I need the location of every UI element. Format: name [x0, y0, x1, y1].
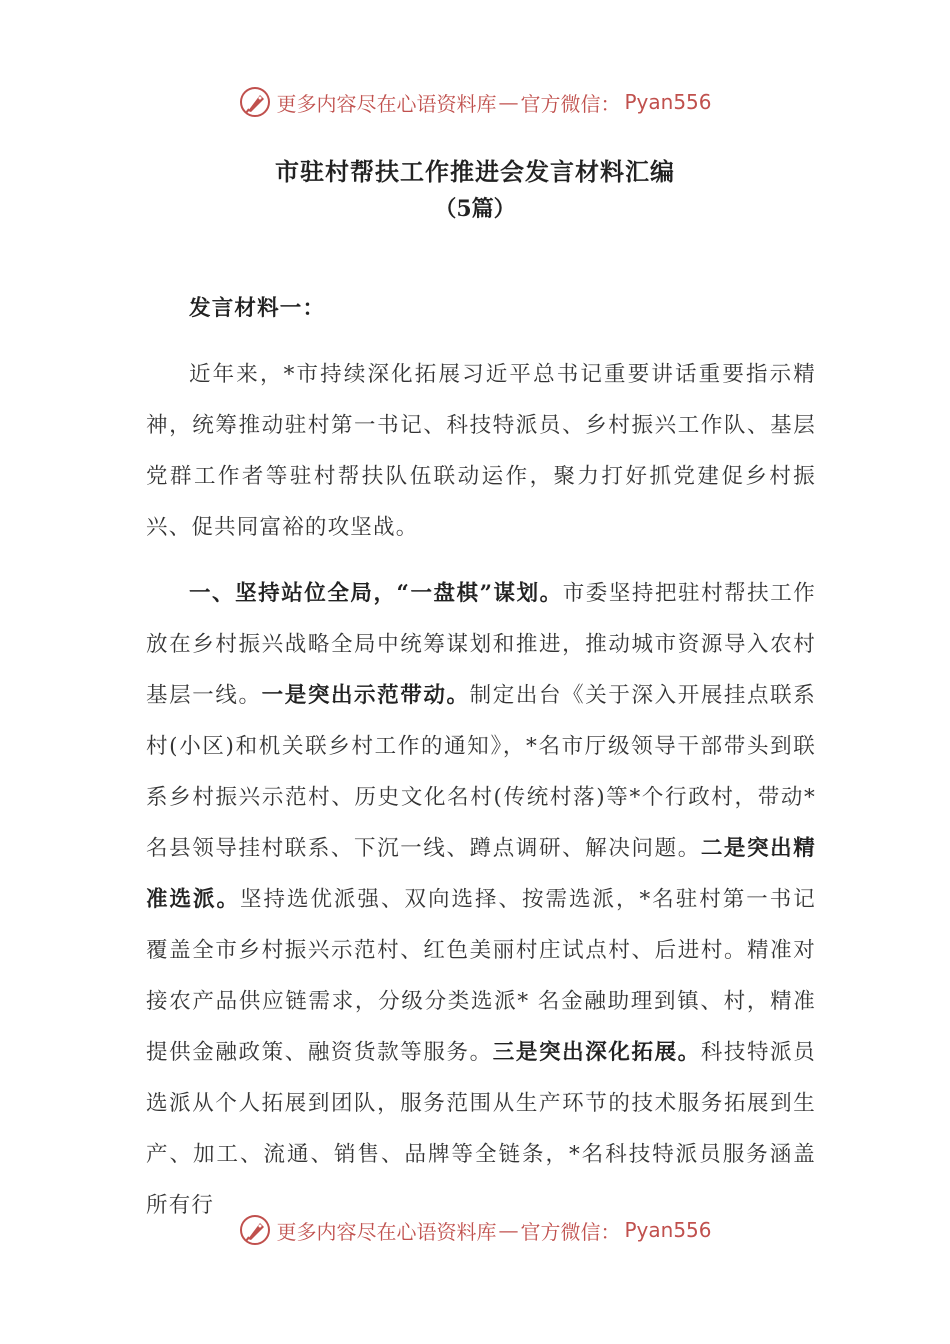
- sub-point-3: 三是突出深化拓展。: [492, 1040, 701, 1065]
- footer-watermark-banner: [0, 1210, 950, 1250]
- pen-nib-icon: [238, 85, 272, 119]
- point-one-text-4: 科技特派员选派从个人拓展到团队，服务范围从生产环节的技术服务拓展到生产、加工、流通、销售、品牌等全链条，*名科技特派员服务涵盖所有行: [146, 1040, 816, 1218]
- banner-wechat-label: 官方微信：: [520, 91, 621, 116]
- document-title: 市驻村帮扶工作推进会发言材料汇编: [275, 157, 675, 186]
- header-watermark-banner: [0, 82, 950, 122]
- document-subtitle: （5篇）: [434, 196, 516, 222]
- banner-wechat-id: Pyan556: [624, 1218, 712, 1242]
- section-heading: 发言材料一：: [189, 296, 326, 321]
- sub-point-2: 二是突出精准选派。: [146, 836, 816, 912]
- banner-text: 更多内容尽在心语资料库: [276, 1219, 497, 1244]
- pen-nib-icon: [238, 1213, 272, 1247]
- banner-separator: —: [498, 1218, 519, 1242]
- banner-wechat-label: 官方微信：: [520, 1219, 621, 1244]
- point-one-text-2: 制定出台《关于深入开展挂点联系村(小区)和机关联乡村工作的通知》，*名市厅级领导干部带头到联系乡村振兴示范村、历史文化名村(传统村落)等*个行政村，带动*名县领导挂村联系、下沉一线、蹲点调研、解决问题。: [146, 683, 816, 861]
- point-one-text-3: 坚持选优派强、双向选择、按需选派，*名驻村第一书记覆盖全市乡村振兴示范村、红色美丽村庄试点村、后进村。精准对接农产品供应链需求，分级分类选派* 名金融助理到镇、村，精准提供金融政策、融资货款等服务。: [146, 887, 816, 1065]
- point-one-paragraph: [146, 568, 816, 1231]
- banner-wechat-id: Pyan556: [624, 90, 712, 114]
- banner-separator: —: [498, 90, 519, 114]
- point-one-heading: 一、坚持站位全局，“一盘棋”谋划。: [189, 581, 563, 606]
- sub-point-1: 一是突出示范带动。: [261, 683, 470, 708]
- intro-paragraph: 近年来，*市持续深化拓展习近平总书记重要讲话重要指示精神，统筹推动驻村第一书记、科技特派员、乡村振兴工作队、基层党群工作者等驻村帮扶队伍联动运作，聚力打好抓党建促乡村振兴、促共同富裕的攻坚战。: [146, 362, 816, 540]
- document-body: [146, 283, 816, 1231]
- point-one-text-1: 市委坚持把驻村帮扶工作放在乡村振兴战略全局中统筹谋划和推进，推动城市资源导入农村基层一线。: [146, 581, 816, 708]
- banner-text: 更多内容尽在心语资料库: [276, 91, 497, 116]
